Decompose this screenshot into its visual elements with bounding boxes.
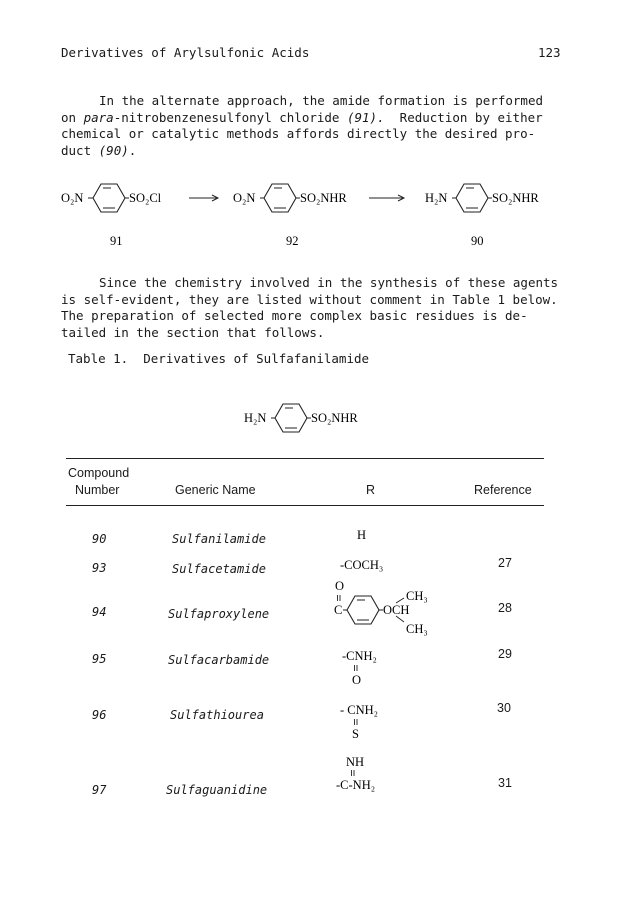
- row-number: 97: [92, 783, 107, 797]
- row-r-carbon: C: [334, 603, 343, 617]
- second-paragraph: [61, 275, 571, 341]
- row-reference: 30: [497, 701, 511, 715]
- row-r-group: [334, 576, 434, 638]
- table-top-rule: [66, 458, 544, 459]
- row-reference: 27: [498, 556, 512, 570]
- core-right-group: SO₂NHR: [311, 411, 358, 425]
- running-title: Derivatives of Arylsulfonic Acids: [61, 45, 310, 60]
- row-r-methyl-b: CH₃: [406, 622, 428, 636]
- second-line-4: tailed in the section that follows.: [61, 324, 325, 340]
- row-r-group: [338, 554, 398, 576]
- row-generic-name: Sulfaguanidine: [166, 783, 268, 797]
- compound-91-right-group: SO₂Cl: [129, 191, 162, 205]
- row-r-imino: NH: [346, 755, 365, 769]
- header-number: Number: [75, 483, 120, 497]
- core-structure: [200, 395, 400, 445]
- compound-92-right-group: SO₂NHR: [300, 191, 347, 205]
- compound-92-label: 92: [286, 234, 299, 248]
- row-number: 93: [92, 561, 107, 575]
- second-line-1: Since the chemistry involved in the synthesis of these agents: [99, 275, 559, 290]
- row-r-methyl-a: CH₃: [406, 589, 428, 603]
- header-generic-name: Generic Name: [175, 483, 256, 497]
- reaction-scheme: [0, 160, 639, 260]
- row-r-group: [334, 645, 394, 691]
- intro-line-4-start: duct: [61, 142, 99, 158]
- row-r-sub: S: [352, 727, 359, 741]
- row-generic-name: Sulfacetamide: [172, 562, 266, 576]
- row-reference: 28: [498, 601, 512, 615]
- intro-line-2-start: on: [61, 109, 84, 125]
- compound-90-label: 90: [471, 234, 484, 248]
- intro-ref-91: (91).: [346, 109, 385, 125]
- header-reference: Reference: [474, 483, 532, 497]
- row-r-sub: O: [352, 673, 362, 687]
- compound-92-structure: [233, 184, 347, 248]
- row-r-group: [355, 525, 375, 545]
- intro-ref-90: (90): [98, 142, 129, 158]
- page-number: 123: [538, 45, 561, 60]
- compound-92-left-group: O₂N: [233, 191, 256, 205]
- row-r-acetyl: -COCH₃: [340, 558, 384, 572]
- compound-91-structure: [61, 184, 162, 248]
- row-r-guanidino: -C-NH₂: [336, 778, 376, 792]
- intro-line-1: In the alternate approach, the amide formation is performed: [99, 93, 544, 108]
- row-number: 95: [92, 652, 107, 666]
- second-line-2: is self-evident, they are listed without comment in Table 1 below.: [61, 291, 558, 307]
- intro-line-2-mid: -nitrobenzenesulfonyl chloride: [113, 109, 347, 125]
- row-reference: 29: [498, 647, 512, 661]
- row-generic-name: Sulfaproxylene: [168, 607, 270, 621]
- compound-91-label: 91: [110, 234, 123, 248]
- row-number: 90: [92, 532, 107, 546]
- header-r: R: [366, 483, 376, 497]
- row-number: 96: [92, 708, 107, 722]
- row-r-thiocarbamoyl: - CNH₂: [340, 703, 379, 717]
- row-generic-name: Sulfanilamide: [172, 532, 266, 546]
- reaction-arrow-1: [189, 195, 218, 201]
- row-generic-name: Sulfacarbamide: [168, 653, 270, 667]
- compound-90-right-group: SO₂NHR: [492, 191, 539, 205]
- compound-90-structure: [425, 184, 539, 248]
- intro-para-italic: para: [83, 109, 114, 125]
- core-left-group: H₂N: [244, 411, 267, 425]
- row-reference: 31: [498, 776, 512, 790]
- row-r-carbamoyl: -CNH₂: [342, 649, 377, 663]
- row-r-h: H: [357, 528, 367, 542]
- second-line-3: The preparation of selected more complex basic residues is de-: [61, 308, 528, 323]
- row-r-oxygen: O: [335, 579, 345, 593]
- intro-line-2-end: Reduction by either: [384, 109, 543, 125]
- table-header-rule: [66, 505, 544, 506]
- intro-line-2: [61, 110, 571, 127]
- intro-line-4: [61, 143, 571, 160]
- compound-91-left-group: O₂N: [61, 191, 84, 205]
- row-generic-name: Sulfathiourea: [170, 708, 264, 722]
- row-r-och: OCH: [383, 603, 410, 617]
- row-r-group: [334, 699, 394, 745]
- intro-line-4-end: .: [128, 142, 137, 158]
- header-compound: Compound: [68, 466, 130, 480]
- row-number: 94: [92, 605, 107, 619]
- intro-paragraph: [61, 93, 571, 159]
- reaction-arrow-2: [369, 195, 404, 201]
- intro-line-3: chemical or catalytic methods affords directly the desired pro-: [61, 126, 536, 141]
- compound-90-left-group: H₂N: [425, 191, 448, 205]
- table-caption: Table 1. Derivatives of Sulfafanilamide: [68, 351, 370, 366]
- row-r-group: [330, 752, 400, 798]
